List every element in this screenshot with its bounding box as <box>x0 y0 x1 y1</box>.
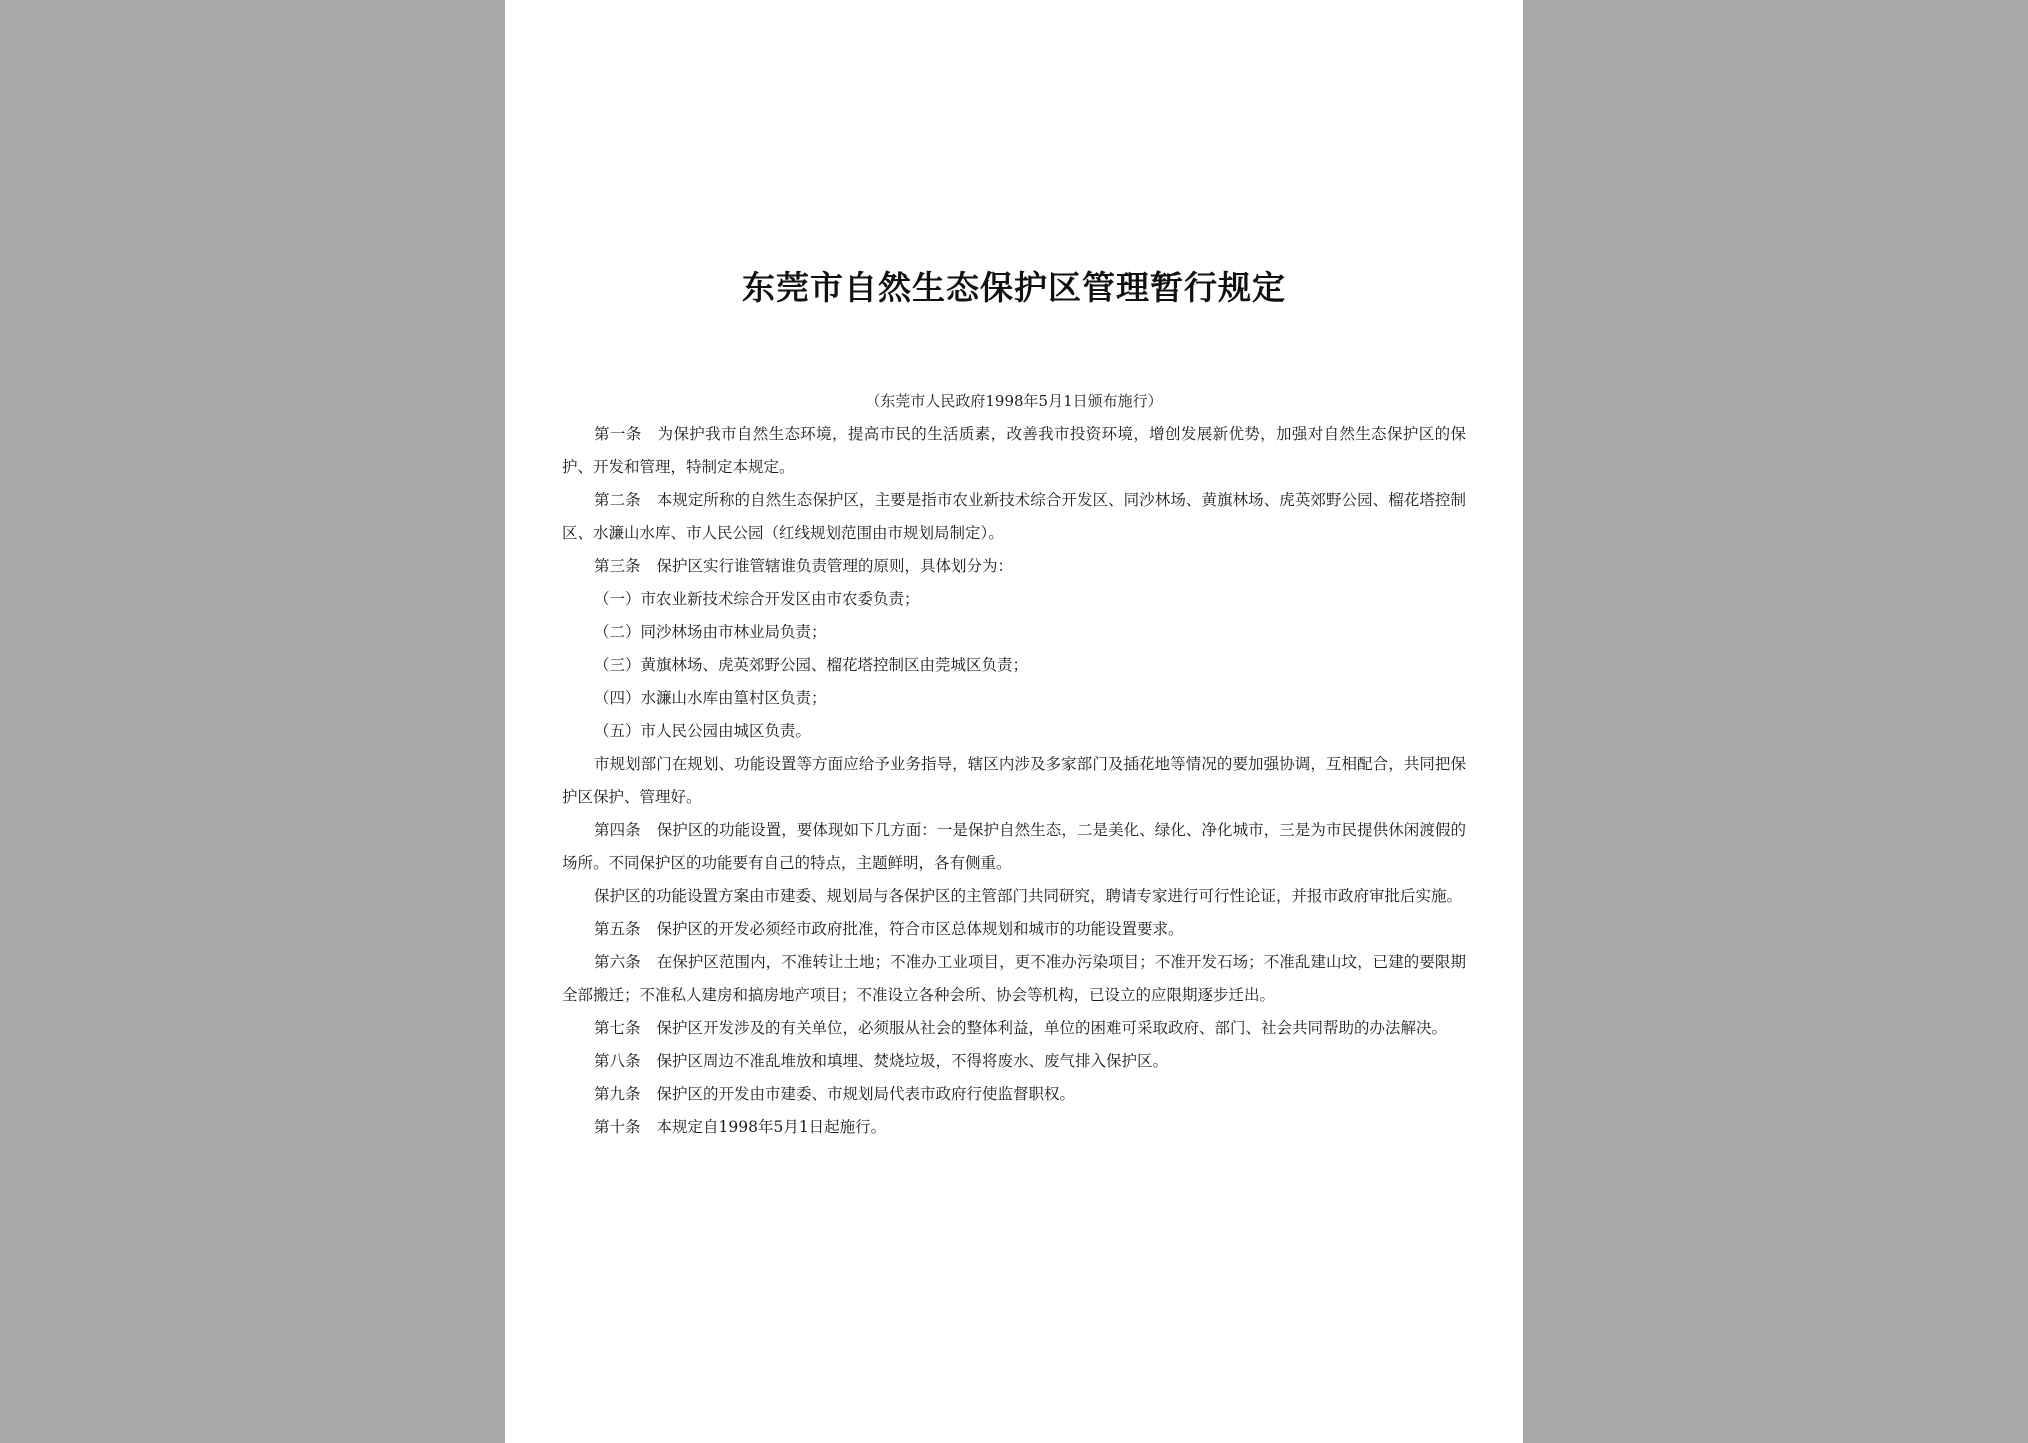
article-text: （二）同沙林场由市林业局负责； <box>594 623 827 641</box>
article-label: 第六条 <box>594 953 641 971</box>
article-text: 保护区的开发由市建委、市规划局代表市政府行使监督职权。 <box>656 1085 1076 1103</box>
document-body <box>562 418 1466 1144</box>
article-paragraph <box>562 1078 1466 1111</box>
article-label: 第三条 <box>594 557 641 575</box>
article-paragraph <box>562 583 1466 616</box>
article-paragraph <box>562 649 1466 682</box>
article-paragraph <box>562 616 1466 649</box>
article-paragraph <box>562 1045 1466 1078</box>
article-paragraph <box>562 550 1466 583</box>
article-paragraph <box>562 484 1466 550</box>
article-text: （一）市农业新技术综合开发区由市农委负责； <box>594 590 920 608</box>
article-label: 第四条 <box>594 821 641 839</box>
article-text: （五）市人民公园由城区负责。 <box>594 722 812 740</box>
article-label: 第五条 <box>594 920 641 938</box>
article-paragraph <box>562 418 1466 484</box>
document-page <box>505 0 1523 1443</box>
article-paragraph <box>562 715 1466 748</box>
document-subtitle: （东莞市人民政府1998年5月1日颁布施行） <box>865 392 1163 410</box>
article-text: 本规定自1998年5月1日起施行。 <box>656 1118 887 1136</box>
article-paragraph <box>562 1111 1466 1144</box>
article-text: 本规定所称的自然生态保护区，主要是指市农业新技术综合开发区、同沙林场、黄旗林场、虎英郊野公园、榴花塔控制区、水濂山水库、市人民公园（红线规划范围由市规划局制定）。 <box>562 491 1466 542</box>
article-text: 在保护区范围内，不准转让土地；不准办工业项目，更不准办污染项目；不准开发石场；不准乱建山坟，已建的要限期全部搬迁；不准私人建房和搞房地产项目；不准设立各种会所、协会等机构，已设立的应限期逐步迁出。 <box>562 953 1466 1004</box>
article-paragraph <box>562 682 1466 715</box>
article-text: （四）水濂山水库由篁村区负责； <box>594 689 827 707</box>
article-text: 市规划部门在规划、功能设置等方面应给予业务指导，辖区内涉及多家部门及插花地等情况的要加强协调，互相配合，共同把保护区保护、管理好。 <box>562 755 1466 806</box>
article-label: 第八条 <box>594 1052 641 1070</box>
article-text: 保护区周边不准乱堆放和填埋、焚烧垃圾，不得将废水、废气排入保护区。 <box>656 1052 1169 1070</box>
article-paragraph <box>562 814 1466 880</box>
article-label: 第九条 <box>594 1085 641 1103</box>
article-text: 保护区实行谁管辖谁负责管理的原则，具体划分为： <box>656 557 1014 575</box>
article-paragraph <box>562 880 1466 913</box>
document-title: 东莞市自然生态保护区管理暂行规定 <box>742 268 1286 307</box>
article-text: 为保护我市自然生态环境，提高市民的生活质素，改善我市投资环境，增创发展新优势，加强对自然生态保护区的保护、开发和管理，特制定本规定。 <box>562 425 1466 476</box>
article-label: 第七条 <box>594 1019 641 1037</box>
article-paragraph <box>562 1012 1466 1045</box>
article-label: 第二条 <box>594 491 641 509</box>
article-paragraph <box>562 946 1466 1012</box>
article-text: 保护区的开发必须经市政府批准，符合市区总体规划和城市的功能设置要求。 <box>656 920 1184 938</box>
article-paragraph <box>562 913 1466 946</box>
article-label: 第十条 <box>594 1118 641 1136</box>
article-text: 保护区开发涉及的有关单位，必须服从社会的整体利益，单位的困难可采取政府、部门、社会共同帮助的办法解决。 <box>656 1019 1448 1037</box>
article-label: 第一条 <box>594 425 642 443</box>
article-text: （三）黄旗林场、虎英郊野公园、榴花塔控制区由莞城区负责； <box>594 656 1029 674</box>
article-text: 保护区的功能设置方案由市建委、规划局与各保护区的主管部门共同研究，聘请专家进行可行性论证，并报市政府审批后实施。 <box>594 887 1463 905</box>
article-text: 保护区的功能设置，要体现如下几方面：一是保护自然生态，二是美化、绿化、净化城市，三是为市民提供休闲渡假的场所。不同保护区的功能要有自己的特点，主题鲜明，各有侧重。 <box>562 821 1466 872</box>
article-paragraph <box>562 748 1466 814</box>
